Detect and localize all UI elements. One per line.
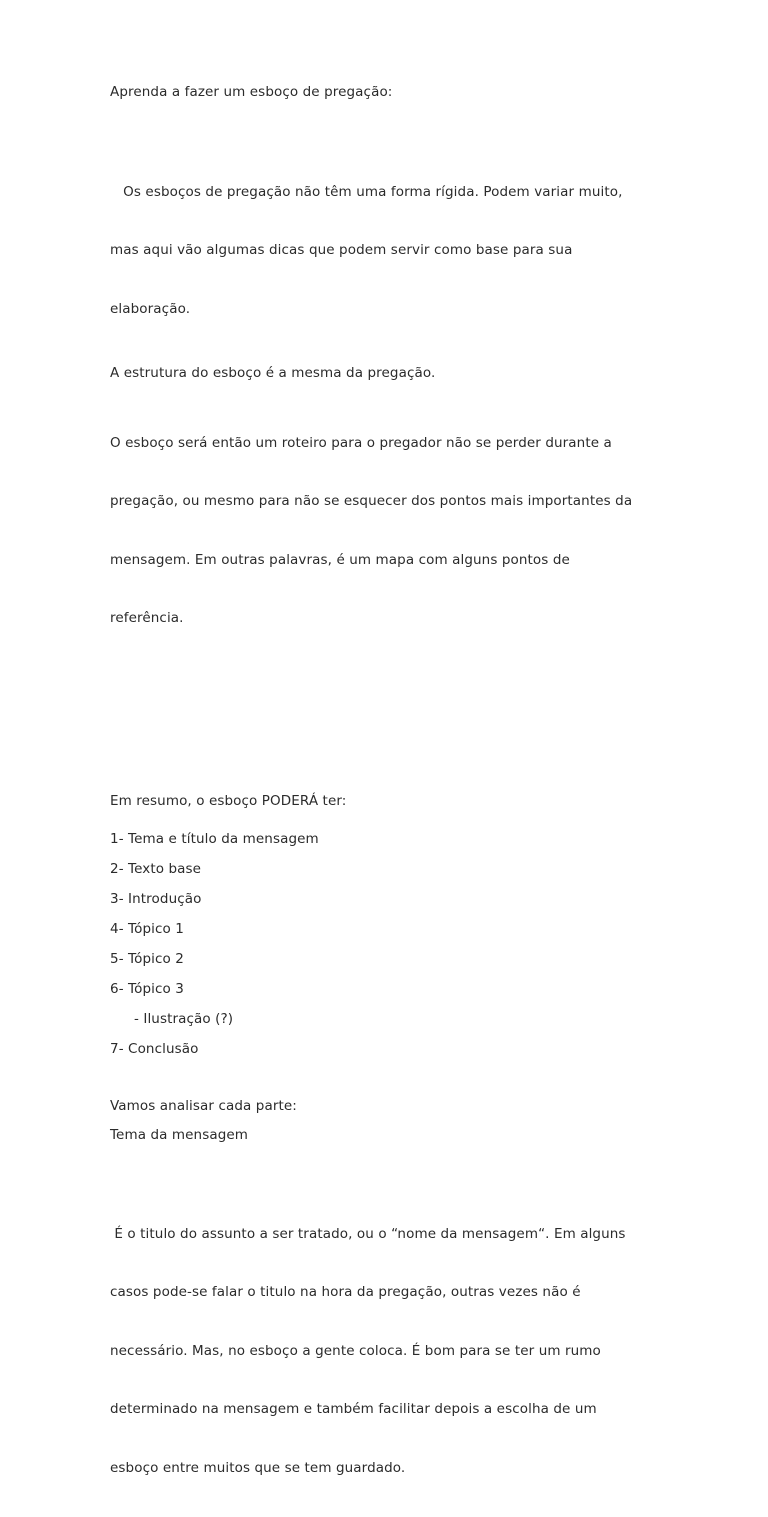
paragraph-roteiro	[110, 395, 728, 668]
resumo-heading: Em resumo, o esboço PODERÁ ter:	[110, 792, 728, 812]
outline-subitem-ilustracao: - Ilustração (?)	[110, 1010, 728, 1030]
text-line: referência.	[110, 609, 728, 629]
text-line: necessário. Mas, no esboço a gente coloca. É bom para se ter um rumo	[110, 1342, 728, 1362]
outline-item-4: 4- Tópico 1	[110, 920, 728, 940]
outline-item-5: 5- Tópico 2	[110, 950, 728, 970]
text-line: elaboração.	[110, 300, 728, 320]
text-line: mas aqui vão algumas dicas que podem servir como base para sua	[110, 241, 728, 261]
tema-heading: Tema da mensagem	[110, 1126, 728, 1146]
text-line: determinado na mensagem e também facilitar depois a escolha de um	[110, 1400, 728, 1420]
text-line: casos pode-se falar o titulo na hora da pregação, outras vezes não é	[110, 1283, 728, 1303]
text-line: pregação, ou mesmo para não se esquecer dos pontos mais importantes da	[110, 492, 728, 512]
paragraph-estrutura: A estrutura do esboço é a mesma da pregação.	[110, 364, 728, 384]
text-line: É o titulo do assunto a ser tratado, ou o “nome da mensagem“. Em alguns	[110, 1225, 728, 1245]
text-line: O esboço será então um roteiro para o pregador não se perder durante a	[110, 434, 728, 454]
outline-item-7: 7- Conclusão	[110, 1040, 728, 1060]
doc-title: Aprenda a fazer um esboço de pregação:	[110, 83, 728, 103]
text-line: esboço entre muitos que se tem guardado.	[110, 1459, 728, 1479]
paragraph-tema-body	[110, 1186, 728, 1517]
text-line: mensagem. Em outras palavras, é um mapa com alguns pontos de	[110, 551, 728, 571]
text-line: Os esboços de pregação não têm uma forma rígida. Podem variar muito,	[110, 183, 728, 203]
outline-item-2: 2- Texto base	[110, 860, 728, 880]
outline-item-6: 6- Tópico 3	[110, 980, 728, 1000]
vamos-heading: Vamos analisar cada parte:	[110, 1097, 728, 1117]
outline-item-3: 3- Introdução	[110, 890, 728, 910]
paragraph-intro	[110, 144, 728, 359]
outline-item-1: 1- Tema e título da mensagem	[110, 830, 728, 850]
